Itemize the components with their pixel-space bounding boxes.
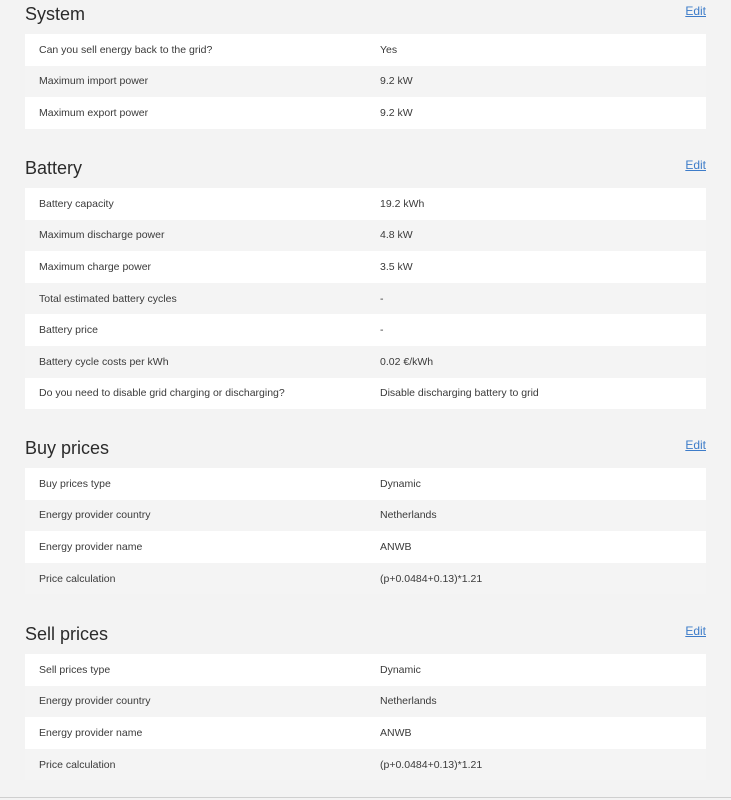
- table-row: [25, 378, 706, 410]
- row-label: Energy provider name: [39, 726, 143, 739]
- table-row: [25, 97, 706, 129]
- row-label: Energy provider name: [39, 540, 143, 553]
- row-label: Do you need to disable grid charging or discharging?: [39, 387, 285, 400]
- section-header: [0, 0, 731, 34]
- row-label: Battery price: [39, 324, 98, 337]
- row-value: ANWB: [380, 540, 412, 553]
- section-header: [0, 620, 731, 654]
- row-value: 3.5 kW: [380, 260, 413, 273]
- edit-battery-link[interactable]: Edit: [685, 158, 706, 172]
- table-row: [25, 500, 706, 532]
- row-label: Energy provider country: [39, 695, 151, 708]
- section-title: Buy prices: [25, 438, 110, 458]
- row-label: Sell prices type: [39, 663, 111, 676]
- row-label: Maximum charge power: [39, 260, 152, 273]
- row-label: Maximum export power: [39, 106, 149, 119]
- row-value: -: [380, 324, 384, 337]
- table-row: [25, 220, 706, 252]
- row-label: Battery capacity: [39, 197, 114, 210]
- row-value: 9.2 kW: [380, 75, 413, 88]
- row-label: Can you sell energy back to the grid?: [39, 43, 213, 56]
- row-value: ANWB: [380, 726, 412, 739]
- row-value: Dynamic: [380, 477, 421, 490]
- table-row: [25, 468, 706, 500]
- row-value: 0.02 €/kWh: [380, 355, 434, 368]
- settings-table: [25, 34, 706, 129]
- row-label: Buy prices type: [39, 477, 111, 490]
- row-value: 4.8 kW: [380, 229, 413, 242]
- settings-table: [25, 468, 706, 594]
- table-row: [25, 66, 706, 98]
- section-title: Battery: [25, 158, 83, 178]
- table-row: [25, 346, 706, 378]
- bottom-divider: [0, 797, 731, 798]
- row-value: -: [380, 292, 384, 305]
- row-value: (p+0.0484+0.13)*1.21: [380, 572, 483, 585]
- table-row: [25, 34, 706, 66]
- table-row: [25, 283, 706, 315]
- settings-table: [25, 654, 706, 780]
- row-value: Disable discharging battery to grid: [380, 387, 539, 400]
- table-row: [25, 654, 706, 686]
- table-row: [25, 717, 706, 749]
- table-row: [25, 314, 706, 346]
- row-value: Dynamic: [380, 663, 421, 676]
- section-system: [0, 0, 731, 119]
- row-label: Price calculation: [39, 758, 116, 771]
- table-row: [25, 563, 706, 595]
- row-label: Price calculation: [39, 572, 116, 585]
- edit-sell-prices-link[interactable]: Edit: [685, 624, 706, 638]
- row-value: 19.2 kWh: [380, 197, 425, 210]
- table-row: [25, 251, 706, 283]
- row-label: Battery cycle costs per kWh: [39, 355, 169, 368]
- section-battery: [0, 154, 731, 400]
- table-row: [25, 188, 706, 220]
- edit-system-link[interactable]: Edit: [685, 4, 706, 18]
- section-buy-prices: [0, 434, 731, 585]
- section-title: System: [25, 4, 86, 24]
- row-label: Energy provider country: [39, 509, 151, 522]
- section-sell-prices: [0, 620, 731, 771]
- section-title: Sell prices: [25, 624, 109, 644]
- edit-buy-prices-link[interactable]: Edit: [685, 438, 706, 452]
- table-row: [25, 749, 706, 781]
- row-label: Total estimated battery cycles: [39, 292, 177, 305]
- row-value: Netherlands: [380, 509, 437, 522]
- row-value: 9.2 kW: [380, 106, 413, 119]
- row-value: Yes: [380, 43, 398, 56]
- section-header: [0, 434, 731, 468]
- row-label: Maximum import power: [39, 75, 149, 88]
- table-row: [25, 686, 706, 718]
- section-header: [0, 154, 731, 188]
- settings-table: [25, 188, 706, 409]
- row-label: Maximum discharge power: [39, 229, 165, 242]
- row-value: Netherlands: [380, 695, 437, 708]
- row-value: (p+0.0484+0.13)*1.21: [380, 758, 483, 771]
- table-row: [25, 531, 706, 563]
